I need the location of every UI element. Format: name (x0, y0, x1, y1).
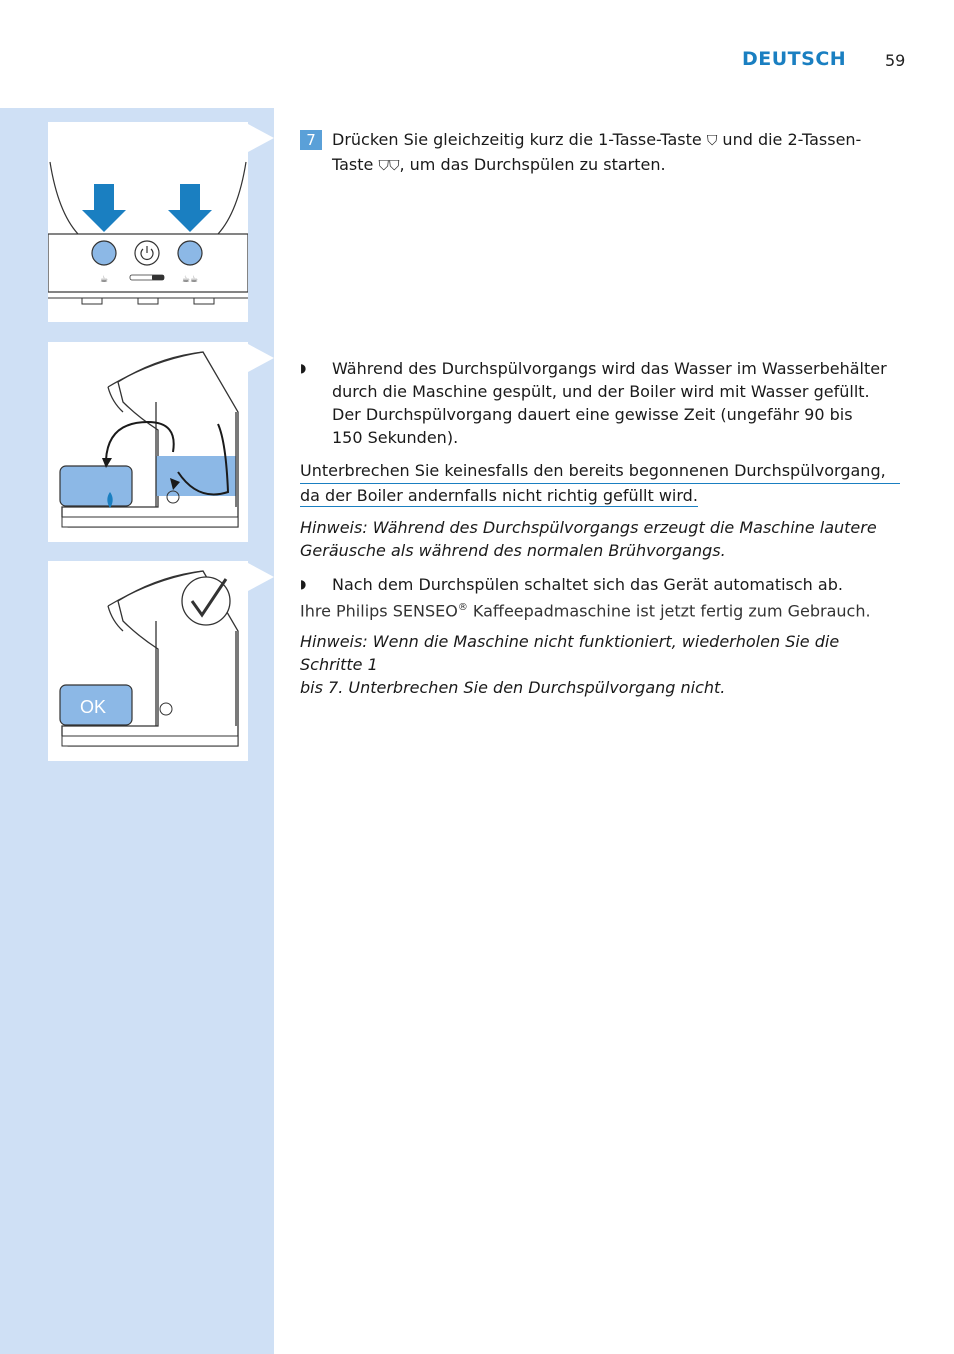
svg-text:☕: ☕ (99, 275, 109, 285)
step-number: 7 (300, 130, 322, 150)
text-line: Während des Durchspülvorgangs wird das Wasser im Wasserbehälter (332, 359, 887, 378)
step-text: , um das Durchspülen zu starten. (399, 155, 666, 174)
step-text: und die 2-Tassen- (722, 130, 862, 149)
one-cup-icon: ⛉ (706, 133, 718, 149)
illustration-ready (48, 561, 248, 761)
text-line: Unterbrechen Sie keinesfalls den bereits begonnenen Durchspülvorgang, (300, 459, 900, 484)
note-1 (300, 516, 900, 562)
bullet-icon: ◗ (300, 577, 307, 591)
text-line: Kaffeepadmaschine ist jetzt fertig zum Gebrauch. (467, 601, 871, 621)
text-line: Hinweis: Wenn die Maschine nicht funktioniert, wiederholen Sie die Schritte 1 (300, 632, 840, 674)
text-line: bis 7. Unterbrechen Sie den Durchspülvorgang nicht. (300, 678, 726, 697)
ok-label: OK (80, 697, 107, 717)
rinse-info (300, 357, 908, 449)
text-line: Ihre Philips SENSEO (300, 601, 458, 621)
ready-info (300, 573, 908, 622)
language-header: DEUTSCH (742, 48, 847, 70)
text-line: Der Durchspülvorgang dauert eine gewisse Zeit (ungefähr 90 bis (332, 405, 853, 424)
registered-mark: ® (457, 602, 468, 613)
panel-pointer (248, 563, 274, 591)
text-line: Hinweis: Während des Durchspülvorgangs erzeugt die Maschine lautere (300, 518, 877, 537)
bullet-icon: ◗ (300, 361, 307, 375)
warning-text (300, 459, 904, 507)
illustration-control-panel (48, 122, 248, 322)
text-line: durch die Maschine gespült, und der Boiler wird mit Wasser gefüllt. (332, 382, 870, 401)
page-number: 59 (885, 51, 906, 70)
note-2 (300, 630, 900, 699)
illustration-rinsing (48, 342, 248, 542)
two-cups-icon: ⛉⛉ (378, 158, 400, 174)
step-text: Drücken Sie gleichzeitig kurz die 1-Tasse-Taste (332, 130, 702, 149)
step-7 (300, 128, 908, 178)
text-line: Geräusche als während des normalen Brühvorgangs. (300, 541, 726, 560)
svg-text:☕☕: ☕☕ (181, 275, 199, 285)
text-line: Nach dem Durchspülen schaltet sich das Gerät automatisch ab. (332, 575, 843, 594)
step-text: Taste (332, 155, 374, 174)
panel-pointer (248, 344, 274, 372)
text-line: da der Boiler andernfalls nicht richtig gefüllt wird. (300, 486, 698, 505)
panel-pointer (248, 124, 274, 152)
text-line: 150 Sekunden). (332, 428, 459, 447)
